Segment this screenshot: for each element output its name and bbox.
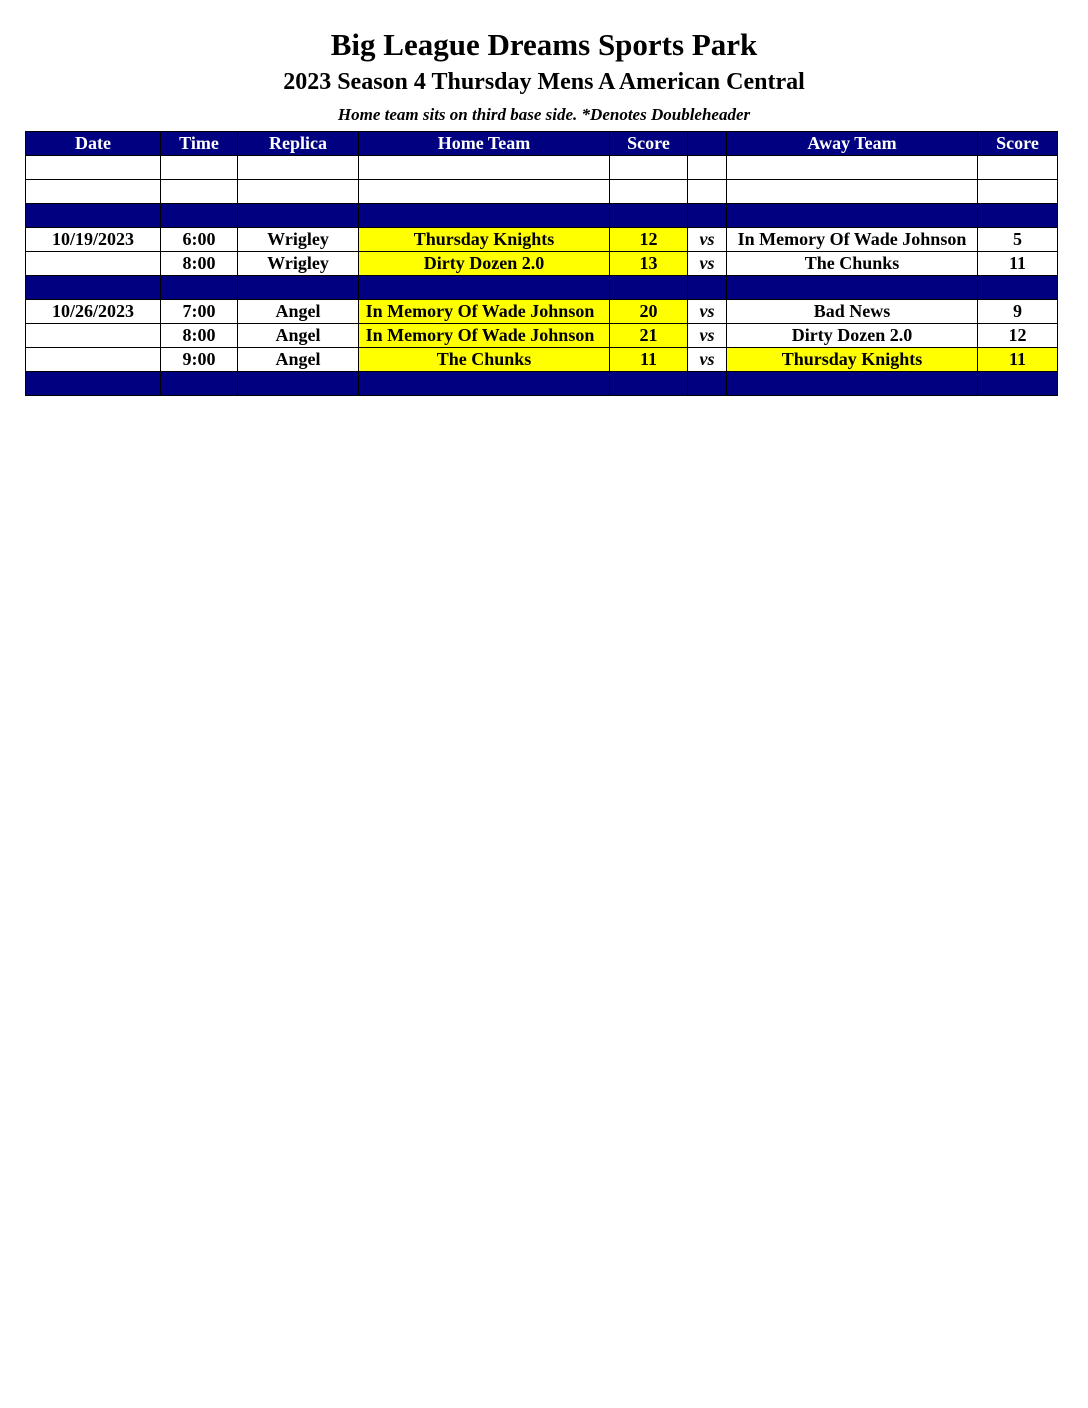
separator-row: [26, 372, 1058, 396]
vs-label: vs: [688, 300, 727, 324]
vs-label: vs: [688, 228, 727, 252]
game-time: 8:00: [161, 324, 238, 348]
game-date: [26, 348, 161, 372]
away-team: In Memory Of Wade Johnson: [727, 228, 978, 252]
away-score: 11: [978, 348, 1058, 372]
schedule-table: [25, 131, 1058, 396]
separator-row: [26, 276, 1058, 300]
home-team-label: In Memory Of Wade Johnson: [365, 325, 595, 345]
empty-row: [26, 180, 1058, 204]
game-time: 6:00: [161, 228, 238, 252]
away-team: Bad News: [727, 300, 978, 324]
game-date: [26, 324, 161, 348]
column-header-replica: Replica: [238, 132, 359, 156]
game-row: [26, 300, 1058, 324]
away-team: Dirty Dozen 2.0: [727, 324, 978, 348]
game-replica: Wrigley: [238, 252, 359, 276]
home-team: [359, 324, 610, 348]
game-row: [26, 228, 1058, 252]
game-time: 8:00: [161, 252, 238, 276]
home-team: [359, 300, 610, 324]
game-replica: Wrigley: [238, 228, 359, 252]
empty-row: [26, 156, 1058, 180]
game-time: 9:00: [161, 348, 238, 372]
vs-label: vs: [688, 324, 727, 348]
separator-row: [26, 204, 1058, 228]
away-score: 12: [978, 324, 1058, 348]
game-replica: Angel: [238, 324, 359, 348]
away-team: Thursday Knights: [727, 348, 978, 372]
page-title: Big League Dreams Sports Park: [330, 27, 758, 62]
vs-label: vs: [688, 348, 727, 372]
home-team: Thursday Knights: [359, 228, 610, 252]
home-score: 13: [610, 252, 688, 276]
game-replica: Angel: [238, 300, 359, 324]
column-header-home-team: Home Team: [359, 132, 610, 156]
away-team: The Chunks: [727, 252, 978, 276]
vs-label: vs: [688, 252, 727, 276]
away-score: 5: [978, 228, 1058, 252]
game-date: [26, 252, 161, 276]
game-date: 10/26/2023: [26, 300, 161, 324]
game-row: [26, 252, 1058, 276]
column-header-away-score: Score: [978, 132, 1058, 156]
column-header-vs: [688, 132, 727, 156]
column-header-time: Time: [161, 132, 238, 156]
home-team: Dirty Dozen 2.0: [359, 252, 610, 276]
away-score: 11: [978, 252, 1058, 276]
game-date: 10/19/2023: [26, 228, 161, 252]
page-subtitle: 2023 Season 4 Thursday Mens A American Central: [283, 69, 805, 95]
home-team-label: In Memory Of Wade Johnson: [365, 301, 595, 321]
game-row: [26, 324, 1058, 348]
game-time: 7:00: [161, 300, 238, 324]
home-team: The Chunks: [359, 348, 610, 372]
schedule-note: Home team sits on third base side. *Denotes Doubleheader: [337, 105, 751, 124]
table-header-row: [26, 132, 1058, 156]
game-row: [26, 348, 1058, 372]
column-header-date: Date: [26, 132, 161, 156]
home-score: 12: [610, 228, 688, 252]
column-header-home-score: Score: [610, 132, 688, 156]
column-header-away-team: Away Team: [727, 132, 978, 156]
away-score: 9: [978, 300, 1058, 324]
home-score: 21: [610, 324, 688, 348]
home-score: 20: [610, 300, 688, 324]
home-score: 11: [610, 348, 688, 372]
game-replica: Angel: [238, 348, 359, 372]
